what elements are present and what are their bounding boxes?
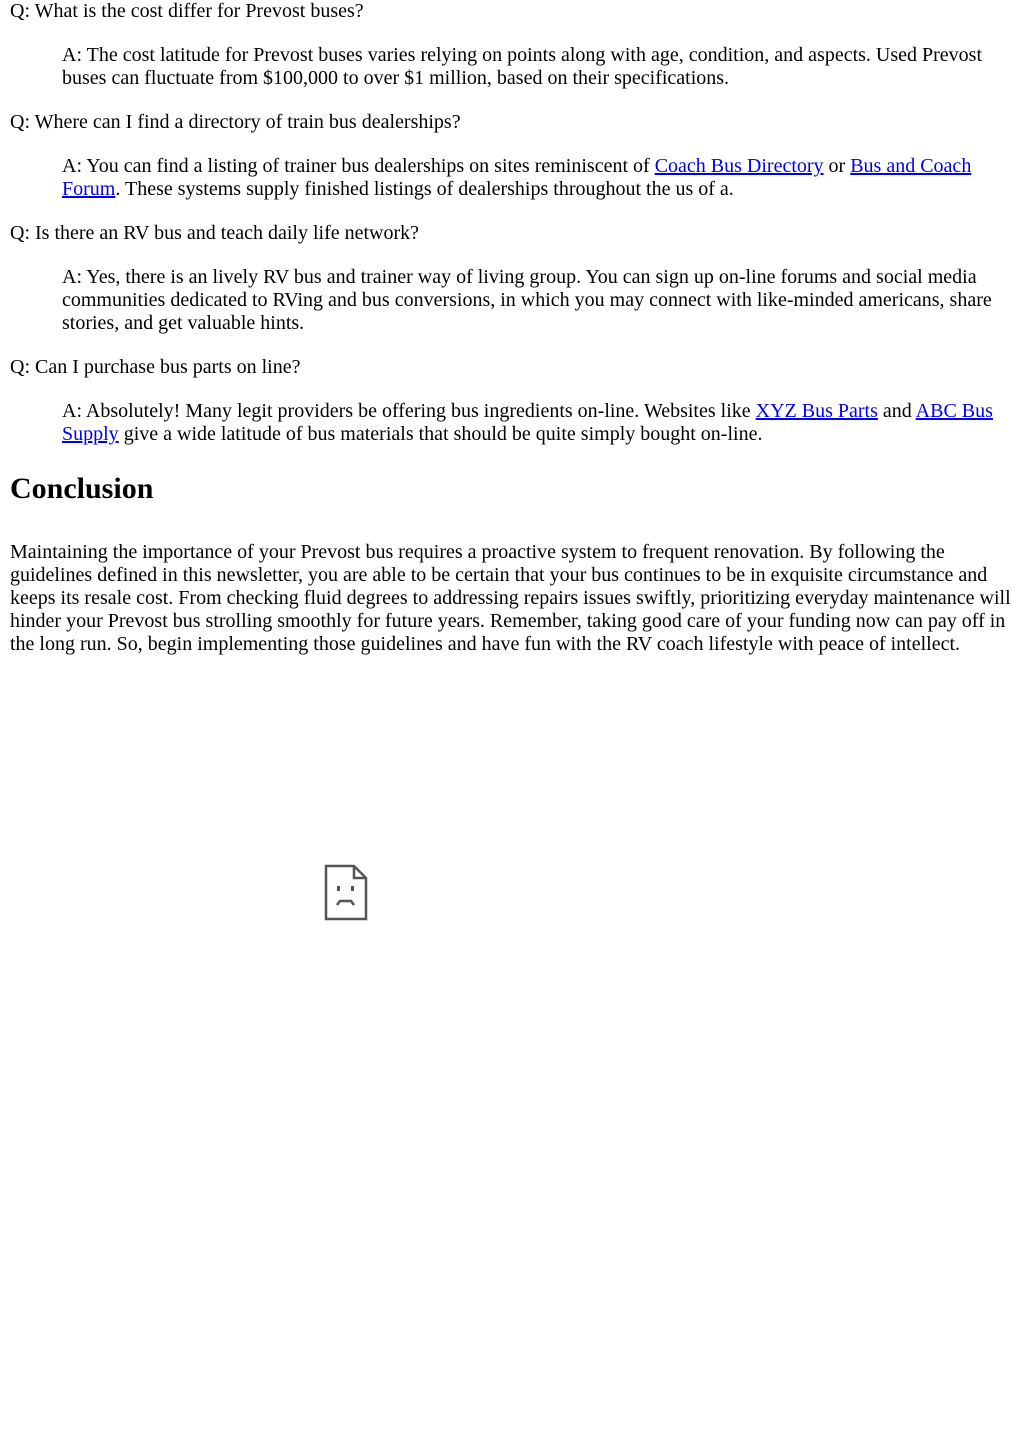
answer-text: A: You can find a listing of trainer bus dealerships on sites reminiscent of <box>62 155 655 177</box>
answer-text: A: The cost latitude for Prevost buses varies relying on points along with age, condition, and aspects. Used Prevost buses can fluctuate from $100,000 to over $1 million, based on their specifications. <box>62 44 983 89</box>
bus-and-coach-forum-link[interactable]: Bus and Coach Forum <box>62 155 972 200</box>
faq-answer <box>62 266 1014 335</box>
answer-text: A: Yes, there is an lively RV bus and trainer way of living group. You can sign up on-line forums and social media communities dedicated to RVing and bus conversions, in which you may connect with like-minded americans, share stories, and get valuable hints. <box>62 266 992 334</box>
faq-question: Q: Is there an RV bus and teach daily life network? <box>10 222 420 244</box>
article-content <box>10 0 1014 656</box>
coach-bus-directory-link[interactable]: Coach Bus Directory <box>654 155 824 177</box>
answer-text: and <box>877 400 916 422</box>
conclusion-paragraph: Maintaining the importance of your Prevost bus requires a proactive system to frequent renovation. By following the guidelines defined in this newsletter, you are able to be certain that your bus continues to be in exquisite circumstance and keeps its resale cost. From checking fluid degrees to addressing repairs issues swiftly, prioritizing everyday maintenance will hinder your Prevost bus strolling smoothly for future years. Remember, taking good care of your funding now can pay off in the long run. So, begin implementing those guidelines and have fun with the RV coach lifestyle with peace of intellect. <box>10 541 1011 655</box>
answer-text: A: Absolutely! Many legit providers be offering bus ingredients on-line. Websites like <box>62 400 756 422</box>
faq-answer <box>62 400 1014 446</box>
faq-answer <box>62 44 1014 90</box>
broken-image-icon <box>324 864 368 921</box>
faq-item <box>10 356 1014 446</box>
faq-question: Q: Can I purchase bus parts on line? <box>10 356 301 378</box>
faq-answer <box>62 155 1014 201</box>
answer-text: or <box>823 155 851 177</box>
faq-item <box>10 111 1014 201</box>
faq-question: Q: What is the cost differ for Prevost buses? <box>10 0 364 22</box>
answer-text: give a wide latitude of bus materials that should be quite simply bought on-line. <box>118 423 763 445</box>
conclusion-heading: Conclusion <box>10 472 154 505</box>
abc-bus-supply-link[interactable]: ABC Bus Supply <box>62 400 993 445</box>
faq-question: Q: Where can I find a directory of train bus dealerships? <box>10 111 461 133</box>
answer-text: . These systems supply finished listings of dealerships throughout the us of a. <box>115 178 734 200</box>
xyz-bus-parts-link[interactable]: XYZ Bus Parts <box>755 400 878 422</box>
faq-item <box>10 222 1014 335</box>
faq-item <box>10 0 1014 90</box>
